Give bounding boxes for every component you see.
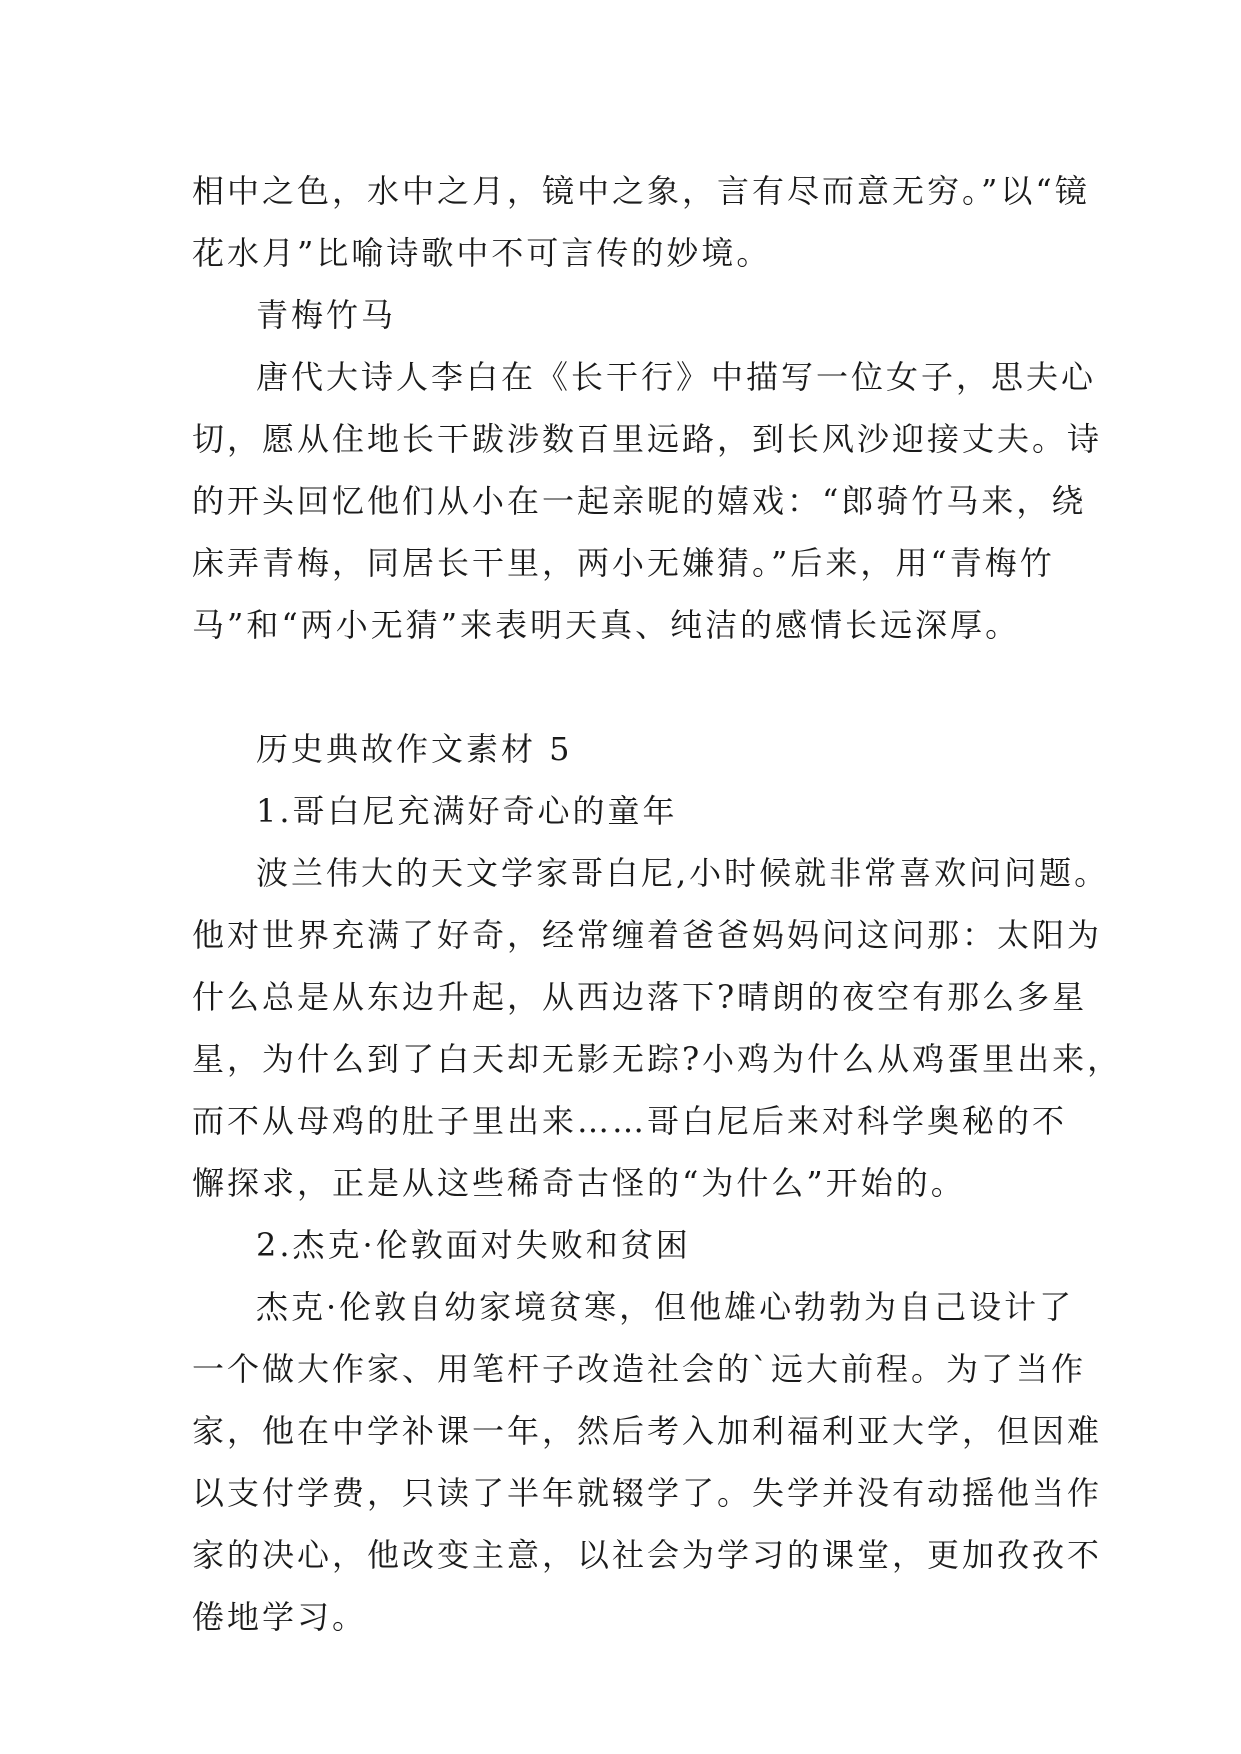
paragraph-line: 一个做大作家、用笔杆子改造社会的`远大前程。为了当作 bbox=[192, 1350, 1087, 1388]
paragraph-line: 星，为什么到了白天却无影无踪?小鸡为什么从鸡蛋里出来， bbox=[192, 1040, 1123, 1078]
paragraph-line: 波兰伟大的天文学家哥白尼,小时候就非常喜欢问问题。 bbox=[256, 854, 1110, 892]
paragraph-line: 倦地学习。 bbox=[192, 1598, 368, 1636]
paragraph-line: 以支付学费，只读了半年就辍学了。失学并没有动摇他当作 bbox=[192, 1474, 1103, 1512]
paragraph-line: 马”和“两小无猜”来表明天真、纯洁的感情长远深厚。 bbox=[192, 606, 1021, 644]
paragraph-line: 花水月”比喻诗歌中不可言传的妙境。 bbox=[192, 234, 772, 272]
paragraph-line: 的开头回忆他们从小在一起亲昵的嬉戏：“郎骑竹马来，绕 bbox=[192, 482, 1087, 520]
document-body bbox=[192, 160, 1123, 1648]
blank-line bbox=[192, 656, 1060, 718]
paragraph-line: 什么总是从东边升起，从西边落下?晴朗的夜空有那么多星 bbox=[192, 978, 1088, 1016]
item-heading: 2.杰克·伦敦面对失败和贫困 bbox=[256, 1226, 691, 1264]
paragraph-line: 他对世界充满了好奇，经常缠着爸爸妈妈问这问那：太阳为 bbox=[192, 916, 1103, 954]
paragraph-line: 家，他在中学补课一年，然后考入加利福利亚大学，但因难 bbox=[192, 1412, 1103, 1450]
item-heading: 1.哥白尼充满好奇心的童年 bbox=[256, 792, 678, 830]
section-heading: 青梅竹马 bbox=[256, 296, 397, 334]
section-title: 历史典故作文素材 5 bbox=[256, 730, 573, 768]
paragraph-line: 床弄青梅，同居长干里，两小无嫌猜。”后来，用“青梅竹 bbox=[192, 544, 1055, 582]
paragraph-line: 而不从母鸡的肚子里出来……哥白尼后来对科学奥秘的不 bbox=[192, 1102, 1068, 1140]
paragraph-line: 杰克·伦敦自幼家境贫寒，但他雄心勃勃为自己设计了 bbox=[256, 1288, 1075, 1326]
paragraph-line: 切，愿从住地长干跋涉数百里远路，到长风沙迎接丈夫。诗 bbox=[192, 420, 1103, 458]
paragraph-line: 家的决心，他改变主意，以社会为学习的课堂，更加孜孜不 bbox=[192, 1536, 1103, 1574]
paragraph-line: 懈探求，正是从这些稀奇古怪的“为什么”开始的。 bbox=[192, 1164, 966, 1202]
paragraph-line: 相中之色，水中之月，镜中之象，言有尽而意无穷。”以“镜 bbox=[192, 172, 1090, 210]
paragraph-line: 唐代大诗人李白在《长干行》中描写一位女子，思夫心 bbox=[256, 358, 1097, 396]
